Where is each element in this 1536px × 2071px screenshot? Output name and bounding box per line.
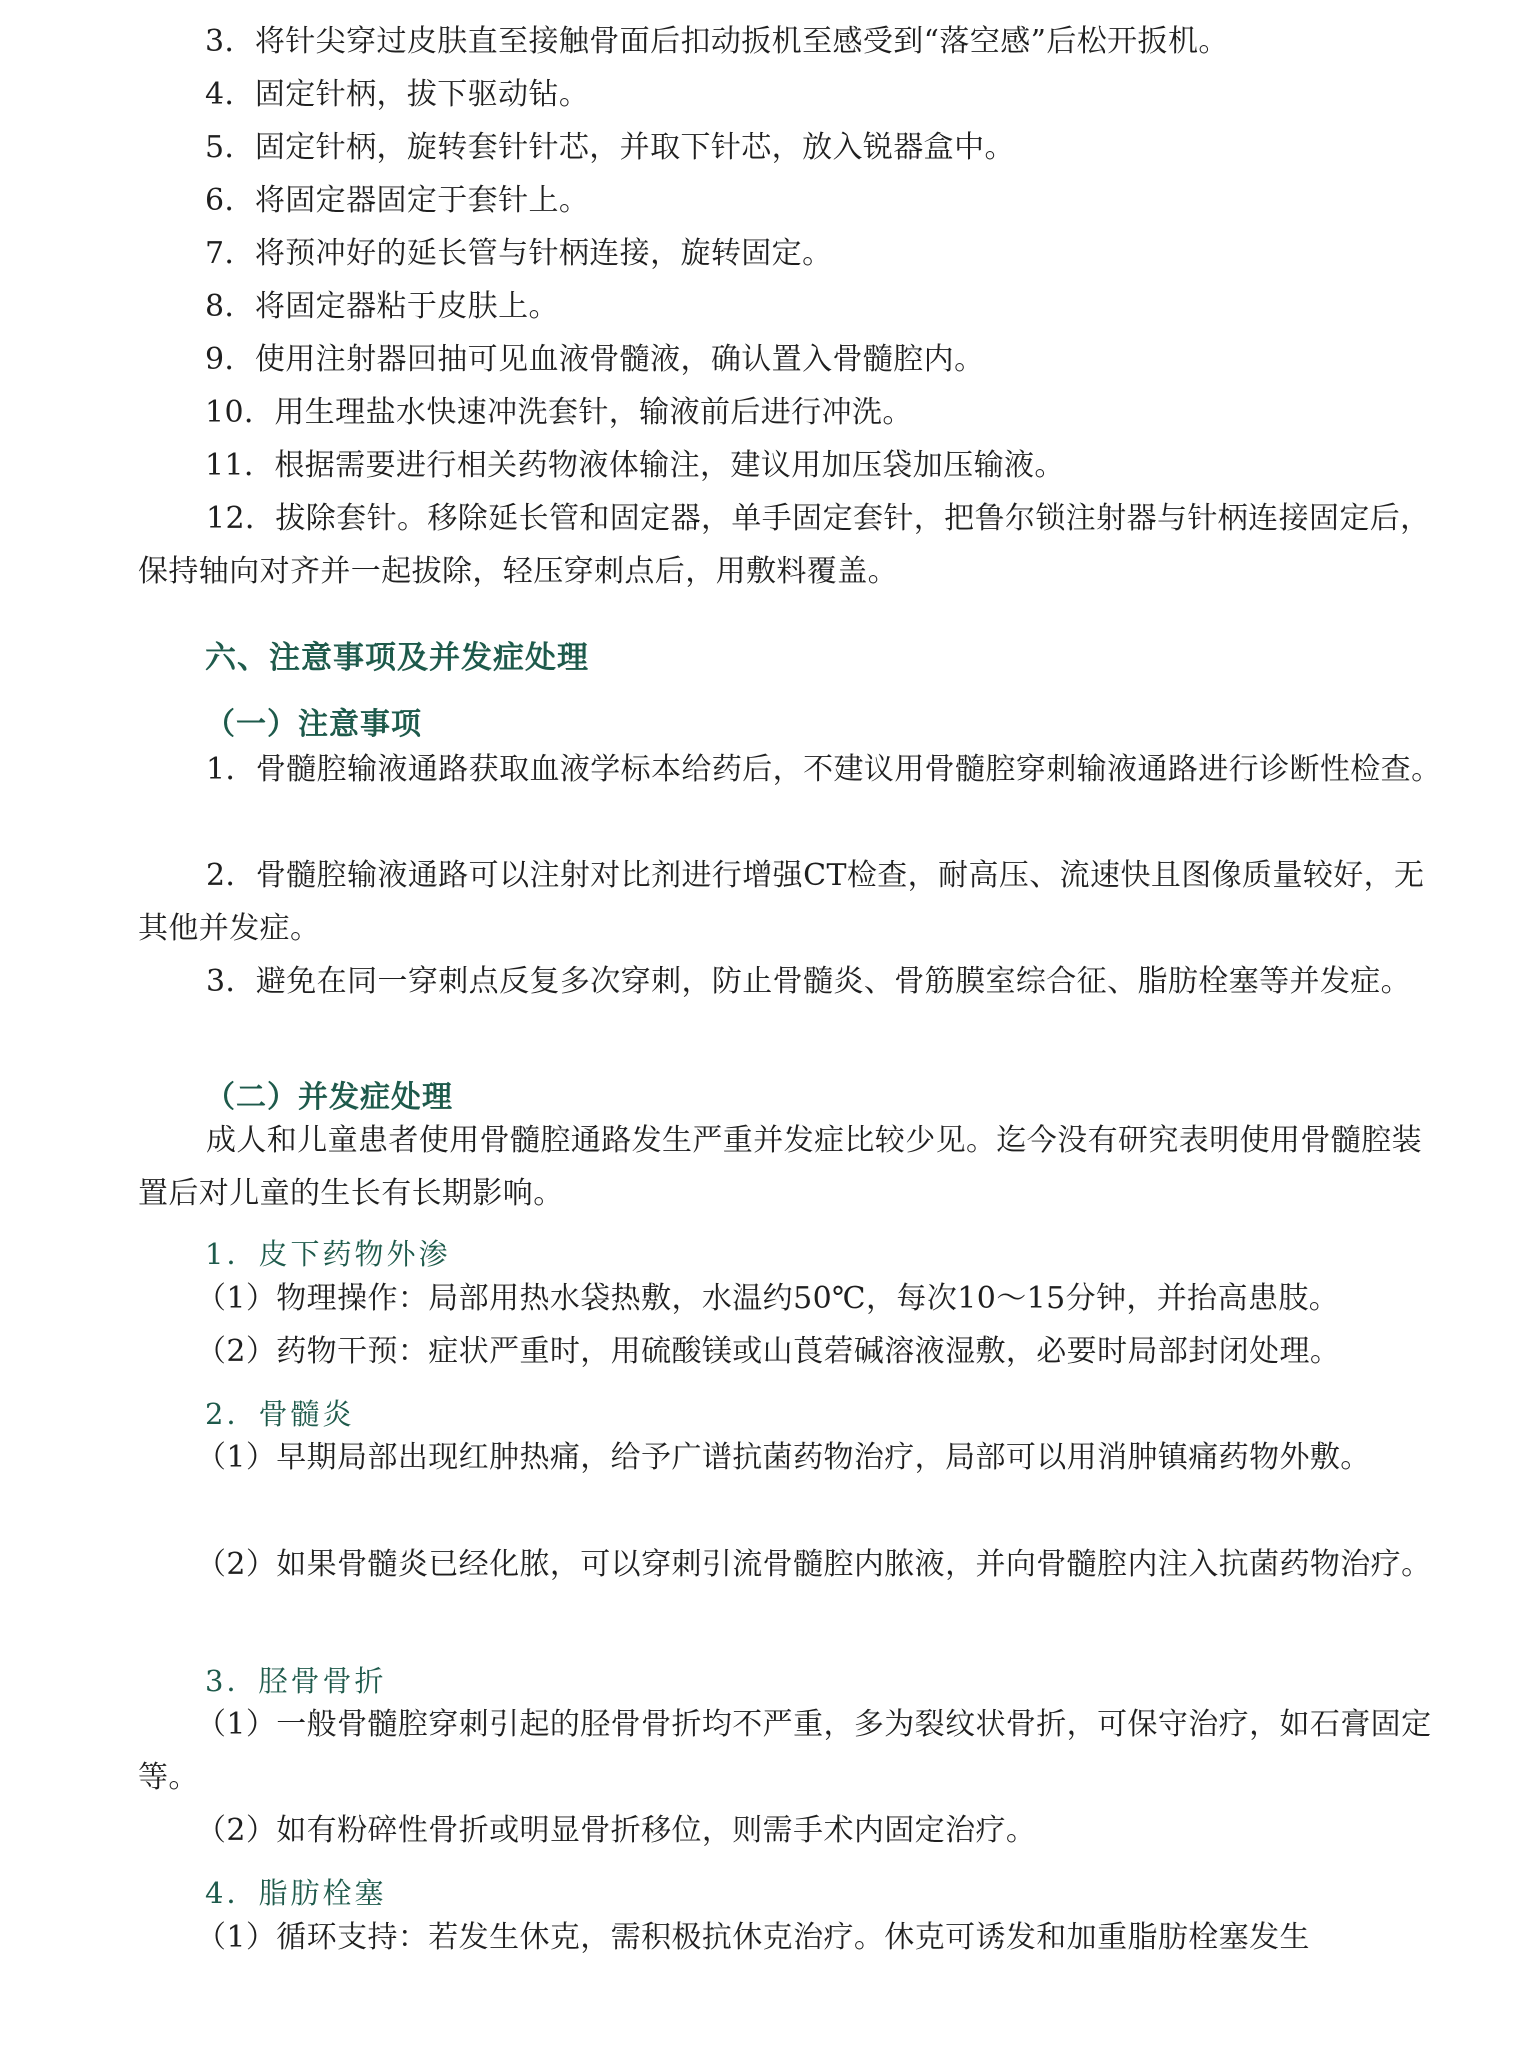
- complication-heading-fat-embolism: 4．脂肪栓塞: [205, 1876, 387, 1910]
- complication-heading-extravasation: 1．皮下药物外渗: [205, 1237, 451, 1271]
- section-heading: 六、注意事项及并发症处理: [205, 640, 589, 676]
- step-12: 12．拔除套针。移除延长管和固定器，单手固定套针，把鲁尔锁注射器与针柄连接固定后，保持轴向对齐并一起拔除，轻压穿刺点后，用敷料覆盖。: [138, 501, 1431, 589]
- complication-heading-osteomyelitis: 2．骨髓炎: [205, 1397, 355, 1431]
- osteomyelitis-item-1: （1）早期局部出现红肿热痛，给予广谱抗菌药物治疗，局部可以用消肿镇痛药物外敷。: [196, 1440, 1371, 1475]
- complications-intro: 成人和儿童患者使用骨髓腔通路发生严重并发症比较少见。迄今没有研究表明使用骨髓腔装置后对儿童的生长有长期影响。: [138, 1123, 1422, 1211]
- step-9: 9．使用注射器回抽可见血液骨髓液，确认置入骨髓腔内。: [205, 342, 985, 377]
- fat-embolism-item-1: （1）循环支持：若发生休克，需积极抗休克治疗。休克可诱发和加重脂肪栓塞发生: [196, 1920, 1310, 1955]
- precaution-1: 1．骨髓腔输液通路获取血液学标本给药后，不建议用骨髓腔穿刺输液通路进行诊断性检查。: [206, 752, 1442, 787]
- subsection-heading-precautions: （一）注意事项: [205, 707, 422, 742]
- precaution-2: 2．骨髓腔输液通路可以注射对比剂进行增强CT检查，耐高压、流速快且图像质量较好，无其他并发症。: [138, 858, 1425, 946]
- step-10: 10．用生理盐水快速冲洗套针，输液前后进行冲洗。: [205, 395, 913, 430]
- complication-heading-fracture: 3．胫骨骨折: [205, 1664, 387, 1698]
- step-8: 8．将固定器粘于皮肤上。: [205, 289, 559, 324]
- step-7: 7．将预冲好的延长管与针柄连接，旋转固定。: [205, 236, 833, 271]
- fracture-item-1: （1）一般骨髓腔穿刺引起的胫骨骨折均不严重，多为裂纹状骨折，可保守治疗，如石膏固定等。: [138, 1707, 1432, 1795]
- step-4: 4．固定针柄，拔下驱动钻。: [205, 77, 590, 112]
- step-3: 3．将针尖穿过皮肤直至接触骨面后扣动扳机至感受到“落空感”后松开扳机。: [205, 24, 1229, 59]
- subsection-heading-complications: （二）并发症处理: [205, 1080, 453, 1115]
- step-5: 5．固定针柄，旋转套针针芯，并取下针芯，放入锐器盒中。: [205, 130, 1015, 165]
- precaution-3: 3．避免在同一穿刺点反复多次穿刺，防止骨髓炎、骨筋膜室综合征、脂肪栓塞等并发症。: [206, 964, 1412, 999]
- step-11: 11．根据需要进行相关药物液体输注，建议用加压袋加压输液。: [205, 448, 1065, 483]
- fracture-item-2: （2）如有粉碎性骨折或明显骨折移位，则需手术内固定治疗。: [196, 1813, 1037, 1848]
- osteomyelitis-item-2: （2）如果骨髓炎已经化脓，可以穿刺引流骨髓腔内脓液，并向骨髓腔内注入抗菌药物治疗。: [196, 1547, 1432, 1582]
- extravasation-item-2: （2）药物干预：症状严重时，用硫酸镁或山莨菪碱溶液湿敷，必要时局部封闭处理。: [196, 1334, 1341, 1369]
- step-6: 6．将固定器固定于套针上。: [205, 183, 590, 218]
- extravasation-item-1: （1）物理操作：局部用热水袋热敷，水温约50℃，每次10～15分钟，并抬高患肢。: [196, 1281, 1340, 1316]
